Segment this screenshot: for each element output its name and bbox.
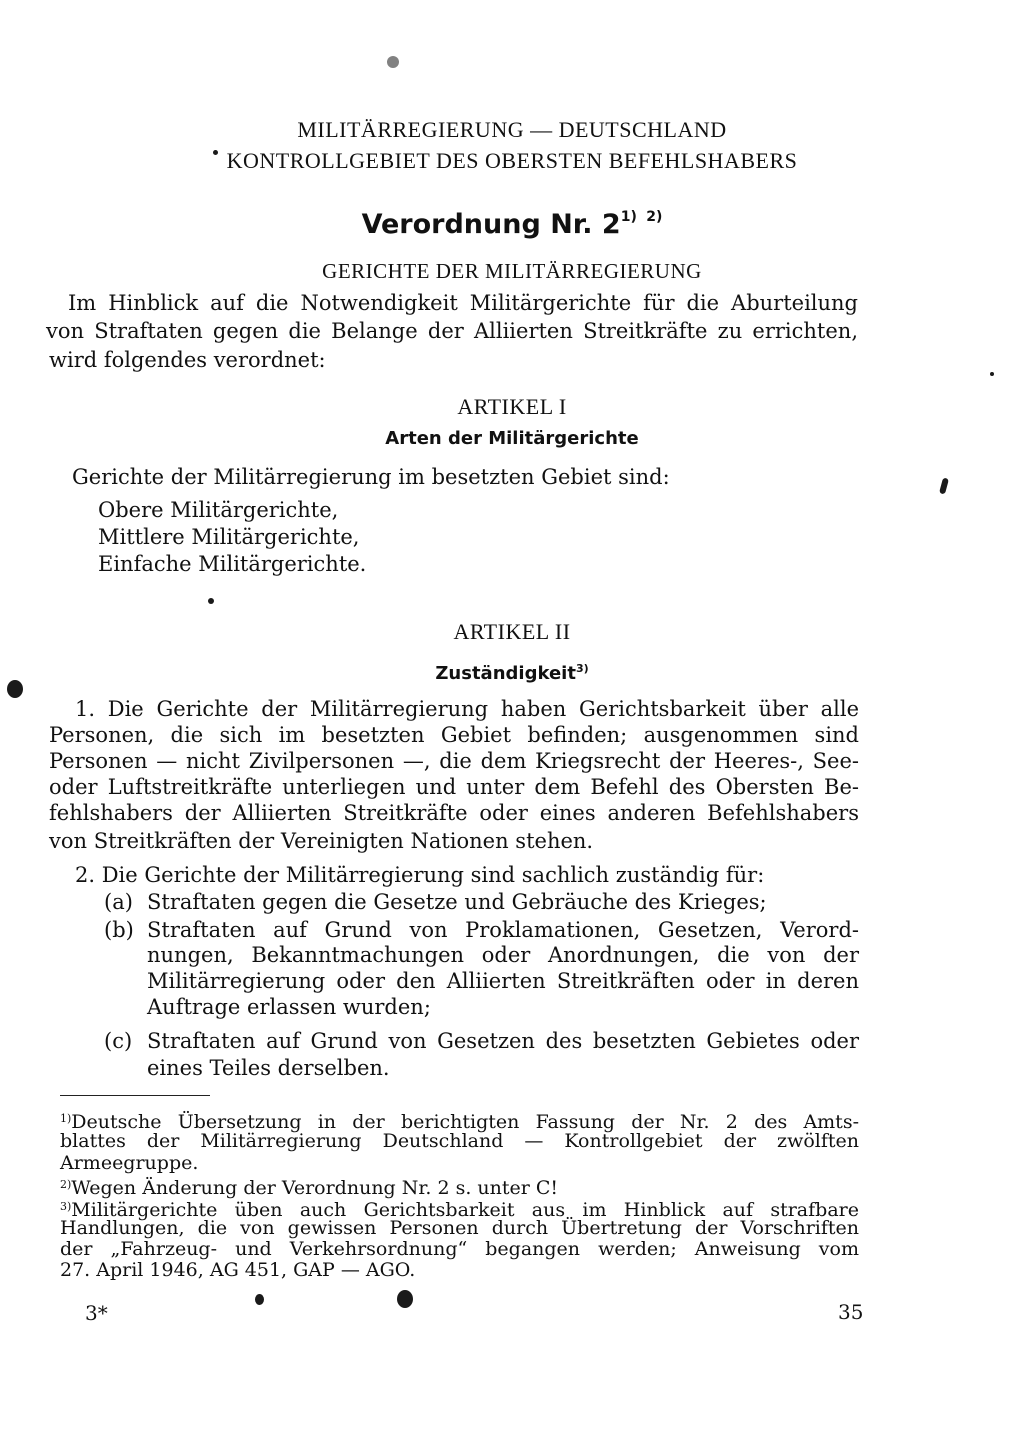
item-line: Straftaten gegen die Gesetze und Gebräuche des Krieges; bbox=[147, 890, 767, 914]
footnote-3: $^{3)}$Militärgerichte üben auch Gerichtsbarkeit aus im Hinblick auf strafbare bbox=[60, 1199, 859, 1221]
article-2-para2-intro: 2. Die Gerichte der Militärregierung sind sachlich zuständig für: bbox=[75, 863, 765, 887]
court-list-item: Obere Militärgerichte, bbox=[98, 498, 339, 522]
ink-speck bbox=[387, 56, 399, 68]
article-2-para1-line: Personen — nicht Zivilpersonen —, die dem Kriegsrecht der Heeres-, See- bbox=[49, 749, 859, 773]
article-2-para1-line: 1. Die Gerichte der Militärregierung haben Gerichtsbarkeit über alle bbox=[75, 697, 859, 721]
footnote-3-line: 27. April 1946, AG 451, GAP — AGO. bbox=[60, 1259, 416, 1281]
article-1-intro: Gerichte der Militärregierung im besetzten Gebiet sind: bbox=[72, 465, 670, 489]
item-line: Auftrage erlassen wurden; bbox=[147, 995, 431, 1019]
footnote-ref-2: 2) bbox=[646, 209, 663, 225]
court-list-item: Mittlere Militärgerichte, bbox=[98, 525, 360, 549]
preamble-line: von Straftaten gegen die Belange der Alliierten Streitkräfte zu errichten, bbox=[46, 319, 858, 343]
footnote-3-line: der „Fahrzeug- und Verkehrsordnung“ begangen werden; Anweisung vom bbox=[60, 1238, 859, 1260]
header-line-1: MILITÄRREGIERUNG — DEUTSCHLAND bbox=[297, 117, 727, 142]
court-list-item: Einfache Militärgerichte. bbox=[98, 552, 367, 576]
article-2-heading: ARTIKEL II bbox=[453, 619, 571, 644]
footnote-1-line: Armeegruppe. bbox=[60, 1152, 199, 1174]
item-line: Straftaten auf Grund von Proklamationen, Gesetzen, Verord- bbox=[147, 918, 859, 942]
article-1-subheading: Arten der Militärgerichte bbox=[385, 428, 639, 449]
footnote-ref-3: 3) bbox=[575, 662, 589, 675]
footnote-2: $^{2)}$Wegen Änderung der Verordnung Nr. 2 s. unter C! bbox=[60, 1177, 559, 1199]
article-1-heading: ARTIKEL I bbox=[457, 394, 567, 419]
subtitle: GERICHTE DER MILITÄRREGIERUNG bbox=[322, 259, 702, 283]
ink-speck bbox=[397, 1290, 413, 1308]
footnote-3-line: Handlungen, die von gewissen Personen durch Übertretung der Vorschriften bbox=[60, 1217, 859, 1239]
item-label: (c) bbox=[104, 1029, 133, 1053]
footnote-divider bbox=[60, 1095, 210, 1096]
signature-mark: 3* bbox=[85, 1301, 108, 1325]
title-text: Verordnung Nr. 2 bbox=[361, 209, 621, 240]
article-2-para1-line: Personen, die sich im besetzten Gebiet befinden; ausgenommen sind bbox=[49, 723, 859, 747]
page-title bbox=[0, 200, 1024, 242]
footnote-1: $^{1)}$Deutsche Übersetzung in der berichtigten Fassung der Nr. 2 des Amts- bbox=[60, 1111, 859, 1133]
article-2-subheading: Zuständigkeit$^{3)}$ bbox=[435, 662, 589, 684]
header-line-2: KONTROLLGEBIET DES OBERSTEN BEFEHLSHABERS bbox=[226, 148, 798, 173]
page-number: 35 bbox=[838, 1300, 864, 1324]
preamble-line: wird folgendes verordnet: bbox=[49, 348, 326, 372]
article-2-para1-line: oder Luftstreitkräfte unterliegen und unter dem Befehl des Obersten Be- bbox=[49, 775, 859, 799]
footnote-ref-1: 1) bbox=[620, 209, 637, 225]
item-line: Straftaten auf Grund von Gesetzen des besetzten Gebietes oder bbox=[147, 1029, 859, 1053]
ink-speck bbox=[208, 598, 214, 604]
item-label: (b) bbox=[104, 918, 134, 942]
item-line: eines Teiles derselben. bbox=[147, 1056, 390, 1080]
item-label: (a) bbox=[104, 890, 133, 914]
item-line: Militärregierung oder den Alliierten Streitkräften oder in deren bbox=[147, 969, 859, 993]
ink-speck bbox=[939, 477, 949, 494]
item-line: nungen, Bekanntmachungen oder Anordnungen, die von der bbox=[147, 943, 859, 967]
article-2-para1-line: fehlshabers der Alliierten Streitkräfte oder eines anderen Befehlshabers bbox=[49, 801, 859, 825]
ink-speck bbox=[255, 1294, 264, 1305]
article-2-para1-line: von Streitkräften der Vereinigten Nationen stehen. bbox=[49, 829, 594, 853]
footnote-1-line: blattes der Militärregierung Deutschland — Kontrollgebiet der zwölften bbox=[60, 1130, 859, 1152]
preamble-line: Im Hinblick auf die Notwendigkeit Militärgerichte für die Aburteilung bbox=[68, 291, 858, 315]
ink-speck bbox=[990, 372, 994, 376]
